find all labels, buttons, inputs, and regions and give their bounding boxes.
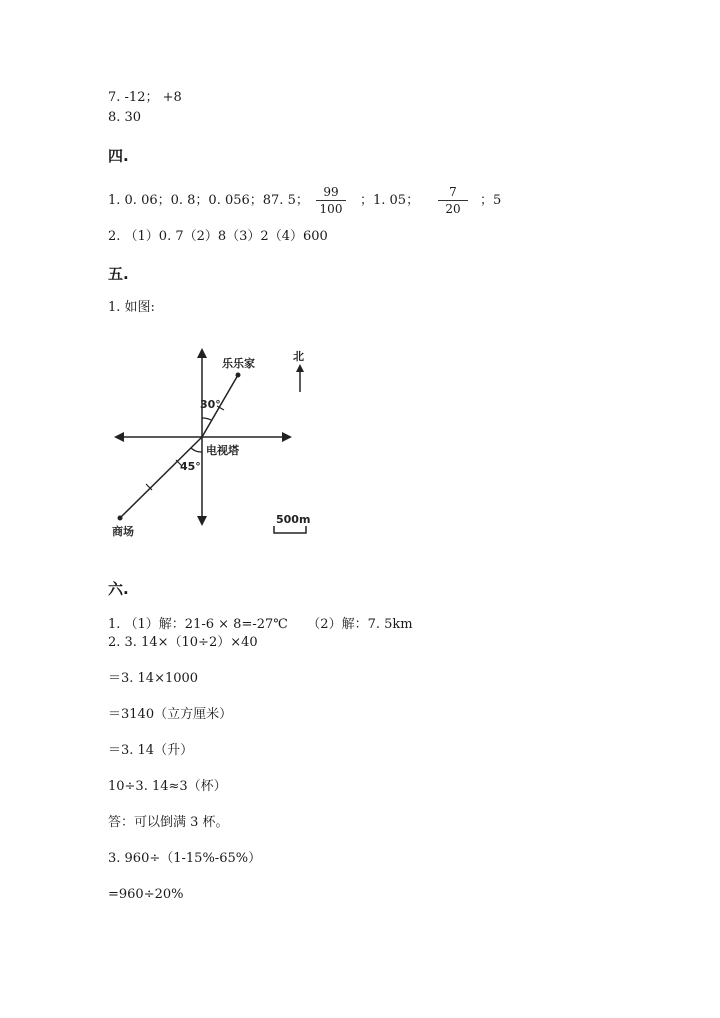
label-north: 北 xyxy=(293,350,304,363)
label-mall: 商场 xyxy=(112,525,134,538)
section-5-q1: 1. 如图: xyxy=(108,300,155,315)
scale-bar xyxy=(274,526,306,533)
label-tower: 电视塔 xyxy=(206,444,239,457)
section-4-q1-prefix: 1. 0. 06；0. 8；0. 056；87. 5； xyxy=(108,193,309,208)
direction-diagram xyxy=(108,340,348,550)
fraction-bar xyxy=(438,200,468,201)
section-6-q2-line3: ＝3140（立方厘米） xyxy=(108,707,233,722)
section-6-q3-line1: 3. 960÷（1-15%-65%） xyxy=(108,851,262,866)
arrow-left-icon xyxy=(114,432,124,442)
section-4-q2: 2. （1）0. 7（2）8（3）2（4）600 xyxy=(108,229,328,244)
mall-point xyxy=(118,516,123,521)
fraction-denominator: 20 xyxy=(445,202,461,216)
fraction-bar xyxy=(316,200,346,201)
section-6-q2-line1: 2. 3. 14×（10÷2）×40 xyxy=(108,635,258,650)
section-4-q1-mid: ；1. 05； xyxy=(360,193,420,208)
arrow-up-icon xyxy=(197,348,207,358)
home-point xyxy=(236,373,241,378)
angle-arc-30 xyxy=(202,418,211,420)
section-6-q2-line2: ＝3. 14×1000 xyxy=(108,671,199,686)
answer-7: 7. -12； +8 xyxy=(108,90,182,105)
section-5-heading: 五. xyxy=(108,265,129,283)
section-6-q2-line4: ＝3. 14（升） xyxy=(108,743,194,758)
fraction-numerator: 7 xyxy=(449,185,457,199)
label-scale: 500m xyxy=(276,513,311,526)
label-angle-45: 45° xyxy=(180,460,201,473)
fraction-numerator: 99 xyxy=(323,185,339,199)
arrow-right-icon xyxy=(282,432,292,442)
arrow-down-icon xyxy=(197,516,207,526)
fraction-99-100 xyxy=(316,185,346,216)
section-4-heading: 四. xyxy=(108,147,129,165)
section-6-q2-answer: 答：可以倒满 3 杯。 xyxy=(108,815,229,830)
north-arrow-icon xyxy=(296,364,304,372)
section-6-heading: 六. xyxy=(108,580,129,598)
label-angle-30: 30° xyxy=(200,398,221,411)
line-to-mall xyxy=(120,437,202,518)
label-home: 乐乐家 xyxy=(222,357,255,370)
section-4-q1-end: ；5 xyxy=(480,193,502,208)
section-6-q3-line2: =960÷20% xyxy=(108,887,184,902)
fraction-denominator: 100 xyxy=(319,202,343,216)
angle-arc-45 xyxy=(191,448,202,452)
section-6-q1: 1. （1）解：21-6 × 8=-27℃ （2）解：7. 5km xyxy=(108,617,413,632)
fraction-7-20 xyxy=(438,185,468,216)
section-6-q2-line5: 10÷3. 14≈3（杯） xyxy=(108,779,227,794)
answer-8: 8. 30 xyxy=(108,110,142,125)
